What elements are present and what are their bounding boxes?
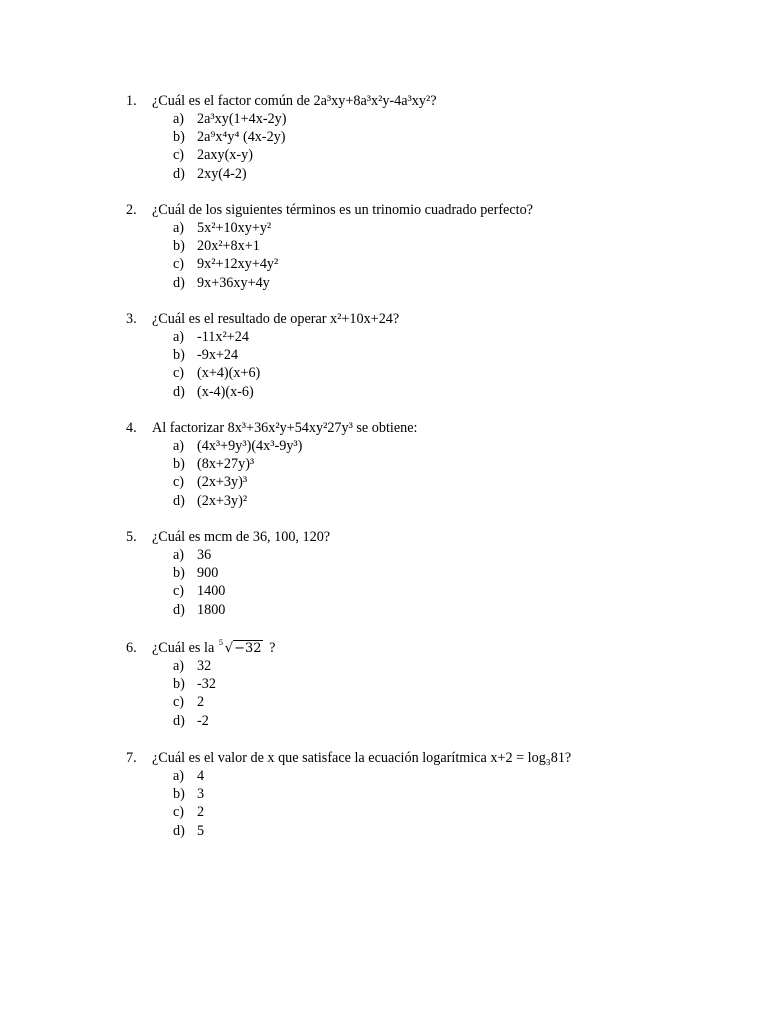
option-d xyxy=(126,274,746,292)
option-text: 32 xyxy=(197,658,212,674)
option-letter: d) xyxy=(173,274,185,291)
question-text: ¿Cuál es el resultado de operar x²+10x+24? xyxy=(152,311,400,327)
question-line xyxy=(126,749,746,767)
option-d xyxy=(126,822,746,840)
option-text: 2 xyxy=(197,694,205,711)
option-text: 900 xyxy=(197,565,219,582)
option-letter: b) xyxy=(173,456,185,473)
option-text: 1800 xyxy=(197,601,226,618)
option-letter: a) xyxy=(173,329,185,345)
question-number: 2. xyxy=(126,202,137,218)
question-text: Al factorizar 8x³+36x²y+54xy²27y³ se obtiene: xyxy=(152,420,418,436)
option-b xyxy=(126,128,746,146)
question-3 xyxy=(126,310,746,401)
question-number: 4. xyxy=(126,420,137,436)
option-letter: a) xyxy=(173,768,185,784)
option-letter: b) xyxy=(173,238,185,255)
option-text: 9x²+12xy+4y² xyxy=(197,256,279,273)
option-text: (8x+27y)³ xyxy=(197,456,255,473)
question-line xyxy=(126,310,746,328)
option-a xyxy=(126,328,746,346)
option-b xyxy=(126,346,746,364)
question-text-after: ? xyxy=(269,640,276,656)
option-a xyxy=(126,219,746,237)
option-d xyxy=(126,492,746,510)
option-b xyxy=(126,785,746,803)
question-4 xyxy=(126,419,746,510)
option-letter: d) xyxy=(173,165,185,182)
option-letter: b) xyxy=(173,786,185,803)
option-c xyxy=(126,146,746,164)
question-number: 3. xyxy=(126,311,137,327)
option-c xyxy=(126,255,746,273)
option-text: (2x+3y)² xyxy=(197,492,248,509)
option-letter: d) xyxy=(173,601,185,618)
option-d xyxy=(126,165,746,183)
option-a xyxy=(126,546,746,564)
option-text: -32 xyxy=(197,676,216,693)
fifth-root-expression xyxy=(220,640,263,658)
option-text: 2 xyxy=(197,804,205,821)
question-line xyxy=(126,528,746,546)
option-letter: a) xyxy=(173,547,185,563)
option-b xyxy=(126,455,746,473)
option-letter: b) xyxy=(173,676,185,693)
option-text: 2a⁹x⁴y⁴ (4x-2y) xyxy=(197,129,286,146)
question-line xyxy=(126,419,746,437)
option-text: (x+4)(x+6) xyxy=(197,365,261,382)
option-a xyxy=(126,767,746,785)
option-text: 20x²+8x+1 xyxy=(197,238,260,255)
question-line xyxy=(126,201,746,219)
option-letter: c) xyxy=(173,474,185,491)
option-letter: c) xyxy=(173,694,185,711)
option-letter: a) xyxy=(173,111,185,127)
option-text: 2axy(x-y) xyxy=(197,147,253,164)
option-letter: c) xyxy=(173,365,185,382)
question-text xyxy=(152,639,746,658)
option-text: (2x+3y)³ xyxy=(197,474,248,491)
option-letter: c) xyxy=(173,147,185,164)
question-text: ¿Cuál es el valor de x que satisface la ecuación logarítmica x+2 = log₃81? xyxy=(152,750,572,766)
option-letter: b) xyxy=(173,565,185,582)
option-c xyxy=(126,364,746,382)
question-text: ¿Cuál de los siguientes términos es un trinomio cuadrado perfecto? xyxy=(152,202,533,218)
option-letter: d) xyxy=(173,492,185,509)
option-letter: a) xyxy=(173,220,185,236)
option-text: 5x²+10xy+y² xyxy=(197,220,272,236)
option-c xyxy=(126,693,746,711)
option-a xyxy=(126,110,746,128)
option-letter: a) xyxy=(173,658,185,674)
option-letter: a) xyxy=(173,438,185,454)
option-text: 1400 xyxy=(197,583,226,600)
question-1 xyxy=(126,92,746,183)
option-text: 4 xyxy=(197,768,205,784)
option-text: (4x³+9y³)(4x³-9y³) xyxy=(197,438,303,454)
option-text: 5 xyxy=(197,822,205,839)
option-text: -9x+24 xyxy=(197,347,239,364)
root-index: 5 xyxy=(218,639,224,647)
option-text: (x-4)(x-6) xyxy=(197,383,254,400)
option-letter: d) xyxy=(173,822,185,839)
question-7 xyxy=(126,749,746,840)
option-d xyxy=(126,383,746,401)
option-d xyxy=(126,712,746,730)
option-c xyxy=(126,803,746,821)
question-text: ¿Cuál es mcm de 36, 100, 120? xyxy=(152,529,331,545)
radical-sign-icon: √ xyxy=(224,641,234,656)
question-5 xyxy=(126,528,746,619)
question-line xyxy=(126,639,746,657)
option-text: 36 xyxy=(197,547,212,563)
option-text: 2a³xy(1+4x-2y) xyxy=(197,111,287,127)
option-text: 9x+36xy+4y xyxy=(197,274,270,291)
radicand: −32 xyxy=(234,641,262,656)
option-b xyxy=(126,675,746,693)
option-b xyxy=(126,564,746,582)
option-letter: b) xyxy=(173,347,185,364)
option-letter: b) xyxy=(173,129,185,146)
option-letter: c) xyxy=(173,583,185,600)
option-d xyxy=(126,601,746,619)
option-text: -2 xyxy=(197,712,209,729)
question-line xyxy=(126,92,746,110)
option-letter: d) xyxy=(173,383,185,400)
question-text: ¿Cuál es el factor común de 2a³xy+8a³x²y-4a³xy²? xyxy=(152,93,437,109)
option-text: 2xy(4-2) xyxy=(197,165,247,182)
option-b xyxy=(126,237,746,255)
question-number: 7. xyxy=(126,750,137,766)
option-text: -11x²+24 xyxy=(197,329,249,345)
question-number: 5. xyxy=(126,529,137,545)
option-a xyxy=(126,437,746,455)
option-letter: c) xyxy=(173,256,185,273)
option-letter: d) xyxy=(173,712,185,729)
question-2 xyxy=(126,201,746,292)
option-letter: c) xyxy=(173,804,185,821)
option-text: 3 xyxy=(197,786,205,803)
question-text-before: ¿Cuál es la xyxy=(152,640,215,656)
question-number: 6. xyxy=(126,640,137,656)
question-6 xyxy=(126,639,746,730)
question-number: 1. xyxy=(126,93,137,109)
option-c xyxy=(126,473,746,491)
option-a xyxy=(126,657,746,675)
option-c xyxy=(126,582,746,600)
